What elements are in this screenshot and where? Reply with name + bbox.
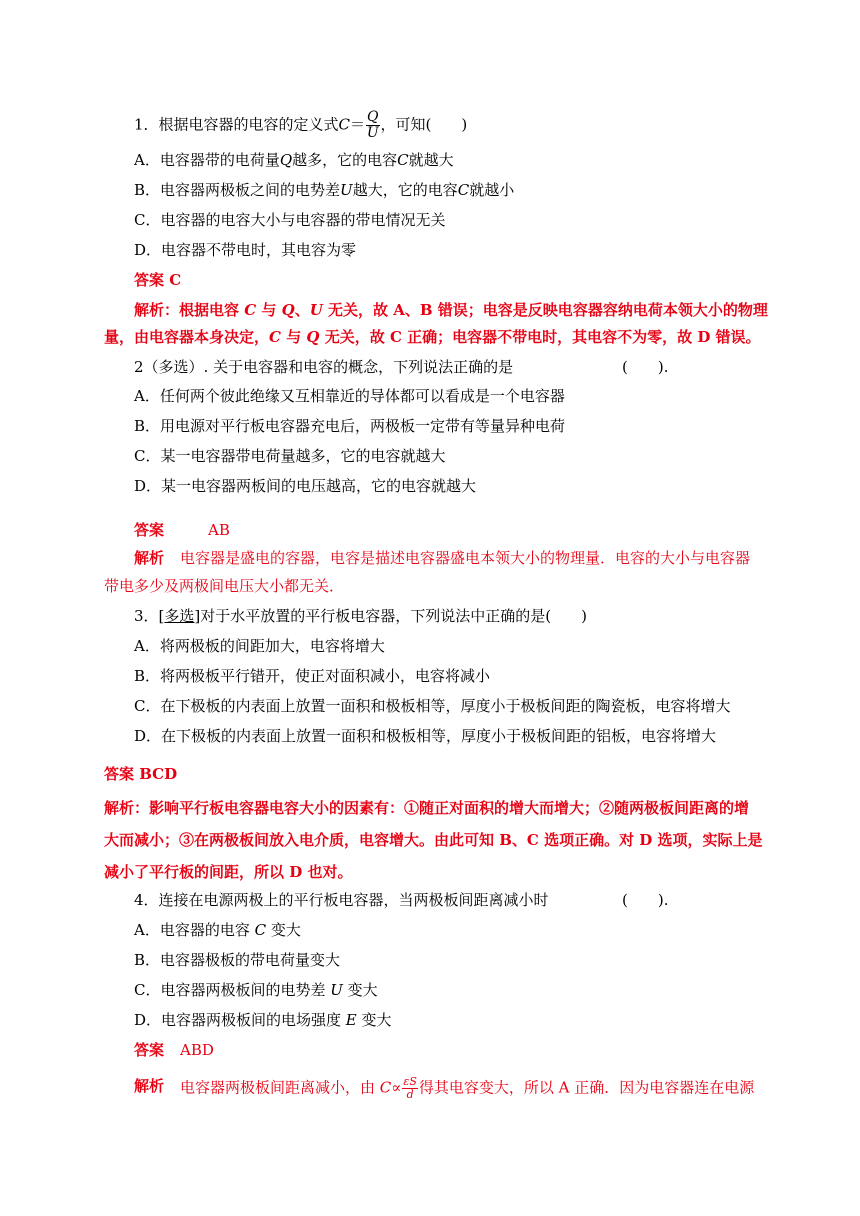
q2-answer-bracket: ( ). [622, 358, 669, 376]
q1-option-d: D．电容器不带电时，其电容为零 [134, 241, 357, 259]
q2-explanation-label: 解析 [134, 549, 165, 567]
q2-option-d: D．某一电容器两板间的电压越高，它的电容就越大 [134, 477, 477, 495]
q4-option-b: B．电容器极板的带电荷量变大 [134, 951, 341, 969]
fraction-epsilon-s-over-d: $\frac{\varepsilon S}{d}$ [403, 1075, 417, 1101]
formula-c: C [338, 115, 351, 134]
q4-answer-value: ABD [180, 1041, 214, 1059]
q3-answer: 答案 BCD [104, 765, 178, 783]
q3-option-a: A．将两极板的间距加大，电容将增大 [134, 637, 385, 655]
q1-explanation-line2: 量，由电容器本身决定，C 与 Q 无关，故 C 正确；电容器不带电时，其电容不为零，故 D 错误。 [104, 328, 761, 346]
q2-explanation-line2: 带电多少及两极间电压大小都无关． [104, 577, 345, 595]
q2-option-a: A．任何两个彼此绝缘又互相靠近的导体都可以看成是一个电容器 [134, 387, 565, 405]
q4-answer-bracket: ( ). [622, 891, 669, 909]
q2-explanation-line1: 电容器是盛电的容器，电容是描述电容器盛电本领大小的物理量．电容的大小与电容器 [180, 549, 751, 567]
q4-option-d: D．电容器两极板间的电场强度 E 变大 [134, 1011, 392, 1029]
q1-option-b: B．电容器两极板之间的电势差U越大，它的电容C就越小 [134, 181, 515, 199]
q4-explanation-label: 解析 [134, 1077, 165, 1095]
q1-explanation-line1: 解析：根据电容 C 与 Q、U 无关，故 A、B 错误；电容是反映电容器容纳电荷本领大小的物理 [134, 301, 768, 319]
q2-option-c: C．某一电容器带电荷量越多，它的电容就越大 [134, 447, 446, 465]
fraction-q-over-u: $\frac{Q}{U}$ [366, 109, 379, 141]
q4-stem: 4．连接在电源两极上的平行板电容器，当两极板间距离减小时 [134, 891, 549, 909]
q3-explanation-line2: 大而减小；③在两极板间放入电介质，电容增大。由此可知 B、C 选项正确。对 D 选项，实际上是 [104, 831, 763, 849]
q2-answer-value: AB [208, 521, 230, 539]
q3-option-c: C．在下极板的内表面上放置一面积和极板相等，厚度小于极板间距的陶瓷板，电容将增大 [134, 697, 731, 715]
q1-option-a: A．电容器带的电荷量Q越多，它的电容C就越大 [134, 151, 454, 169]
q2-stem: 2（多选）. 关于电容器和电容的概念，下列说法正确的是 [134, 358, 514, 376]
q3-tag-multiple-choice: 多选 [164, 607, 195, 625]
q1-option-c: C．电容器的电容大小与电容器的带电情况无关 [134, 211, 446, 229]
q1-answer: 答案 C [134, 271, 182, 289]
q4-answer-label: 答案 [134, 1041, 165, 1059]
q2-option-b: B．用电源对平行板电容器充电后，两极板一定带有等量异种电荷 [134, 417, 566, 435]
q2-answer-label: 答案 [134, 521, 165, 539]
q1-stem: 1．根据电容器的电容的定义式C＝ $\frac{Q}{U}$ ，可知( ) [134, 109, 468, 141]
q3-explanation-line1: 解析：影响平行板电容器电容大小的因素有：①随正对面积的增大而增大；②随两极板间距离的增 [104, 799, 750, 817]
q3-option-d: D．在下极板的内表面上放置一面积和极板相等，厚度小于极板间距的铝板，电容将增大 [134, 727, 717, 745]
q4-option-a: A．电容器的电容 C 变大 [134, 921, 301, 939]
q3-option-b: B．将两极板平行错开，使正对面积减小，电容将减小 [134, 667, 491, 685]
q3-explanation-line3: 减小了平行板的间距，所以 D 也对。 [104, 863, 353, 881]
q3-stem: 3．[多选]对于水平放置的平行板电容器，下列说法中正确的是( ) [134, 607, 587, 625]
q4-explanation-line1: 电容器两极板间距离减小，由 C∝ $\frac{\varepsilon S}{d}$ 得其电容变大，所以 A 正确．因为电容器连在电源 [180, 1075, 755, 1101]
q4-option-c: C．电容器两极板间的电势差 U 变大 [134, 981, 378, 999]
